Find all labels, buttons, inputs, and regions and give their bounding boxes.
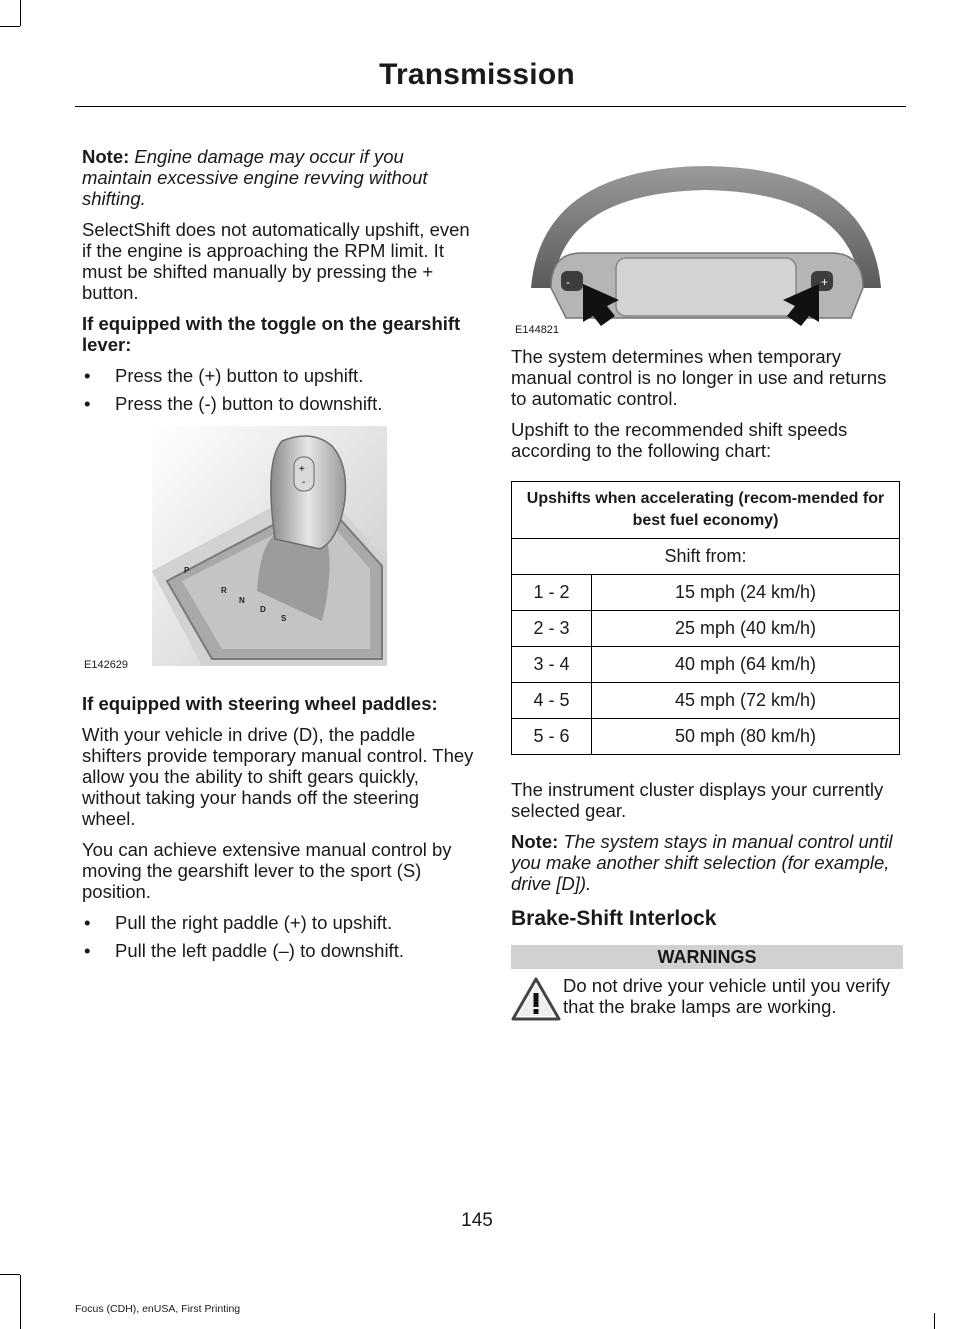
page-title: Transmission — [379, 58, 575, 91]
crop-mark — [934, 1313, 935, 1329]
brake-shift-interlock-heading: Brake-Shift Interlock — [511, 907, 717, 930]
speed-cell: 15 mph (24 km/h) — [592, 575, 900, 611]
warning-item — [511, 975, 903, 1025]
toggle-bullet-list — [82, 365, 474, 414]
gearshift-figure — [82, 421, 474, 683]
crop-mark — [0, 26, 20, 27]
print-info: Focus (CDH), enUSA, First Printing — [75, 1303, 241, 1315]
upshift-intro-paragraph: Upshift to the recommended shift speeds according to the following chart: — [511, 419, 848, 461]
note-text: The system stays in manual control until you make another shift selection (for example, drive [D]). — [511, 831, 893, 894]
toggle-subheading: If equipped with the toggle on the gearshift lever: — [82, 313, 461, 355]
bullet-icon: • — [84, 393, 91, 414]
shift-speed-table — [511, 481, 900, 755]
table-row — [512, 719, 900, 755]
gear-s-label: S — [281, 614, 287, 623]
gear-range-cell: 5 - 6 — [512, 719, 592, 755]
figure-code: E144821 — [515, 324, 560, 336]
gear-d-label: D — [260, 605, 266, 614]
warnings-bar: WARNINGS — [511, 945, 903, 969]
table-row — [512, 647, 900, 683]
page-number: 145 — [461, 1210, 493, 1231]
table-row — [512, 611, 900, 647]
plus-paddle-label: + — [821, 275, 829, 289]
right-column — [511, 158, 903, 1025]
list-item-text: Pull the left paddle (–) to downshift. — [115, 940, 404, 961]
note-text: Engine damage may occur if you maintain excessive engine revving without shifting. — [82, 146, 428, 209]
warning-text: Do not drive your vehicle until you verify that the brake lamps are working. — [563, 975, 890, 1017]
sport-mode-paragraph: You can achieve extensive manual control by moving the gearshift lever to the sport (S) position. — [82, 839, 452, 902]
temporary-control-paragraph: The system determines when temporary manual control is no longer in use and returns to automatic control. — [511, 346, 887, 409]
table-header: Upshifts when accelerating (recom-mended for best fuel economy) — [512, 482, 900, 539]
paddles-subheading: If equipped with steering wheel paddles: — [82, 693, 438, 714]
left-column — [82, 146, 474, 968]
speed-cell: 50 mph (80 km/h) — [592, 719, 900, 755]
speed-cell: 25 mph (40 km/h) — [592, 611, 900, 647]
bullet-icon: • — [84, 365, 91, 386]
gear-range-cell: 2 - 3 — [512, 611, 592, 647]
speed-cell: 40 mph (64 km/h) — [592, 647, 900, 683]
list-item — [82, 393, 474, 414]
steering-wheel-figure — [511, 158, 903, 338]
crop-mark — [20, 0, 21, 26]
gear-range-cell: 1 - 2 — [512, 575, 592, 611]
crop-mark — [20, 1275, 21, 1329]
paddles-paragraph: With your vehicle in drive (D), the paddle shifters provide temporary manual control. They allow you the ability to shift gears quickly, without taking your hands off the steering wheel. — [82, 724, 474, 829]
gear-range-cell: 4 - 5 — [512, 683, 592, 719]
speed-cell: 45 mph (72 km/h) — [592, 683, 900, 719]
gear-p-label: P — [184, 566, 190, 575]
list-item — [82, 365, 474, 386]
paddle-bullet-list — [82, 912, 474, 961]
gear-n-label: N — [239, 596, 245, 605]
note-label: Note: — [511, 831, 559, 852]
table-subheader-row — [512, 539, 900, 575]
list-item — [82, 940, 474, 961]
gear-range-cell: 3 - 4 — [512, 647, 592, 683]
instrument-cluster-paragraph: The instrument cluster displays your currently selected gear. — [511, 779, 884, 821]
selectshift-paragraph: SelectShift does not automatically upshift, even if the engine is approaching the RPM limit. It must be shifted manually by pressing the + button. — [82, 219, 470, 303]
crop-mark — [0, 1274, 20, 1275]
table-row — [512, 683, 900, 719]
bullet-icon: • — [84, 940, 91, 961]
list-item-text: Press the (-) button to downshift. — [115, 393, 383, 414]
gear-r-label: R — [221, 586, 227, 595]
gearshift-lever-illustration — [82, 421, 474, 683]
note-engine-damage — [82, 146, 474, 209]
figure-code: E142629 — [84, 659, 129, 671]
list-item — [82, 912, 474, 933]
plus-label: + — [299, 464, 305, 475]
note-manual-control — [511, 831, 903, 894]
table-subheader: Shift from: — [512, 539, 900, 575]
warning-icon — [511, 977, 563, 1025]
list-item-text: Pull the right paddle (+) to upshift. — [115, 912, 393, 933]
list-item-text: Press the (+) button to upshift. — [115, 365, 364, 386]
bullet-icon: • — [84, 912, 91, 933]
minus-paddle-label: - — [566, 275, 570, 289]
table-header-row — [512, 482, 900, 539]
steering-wheel-illustration — [511, 158, 903, 338]
table-row — [512, 575, 900, 611]
title-rule — [75, 106, 906, 107]
minus-label: - — [302, 477, 306, 488]
note-label: Note: — [82, 146, 130, 167]
